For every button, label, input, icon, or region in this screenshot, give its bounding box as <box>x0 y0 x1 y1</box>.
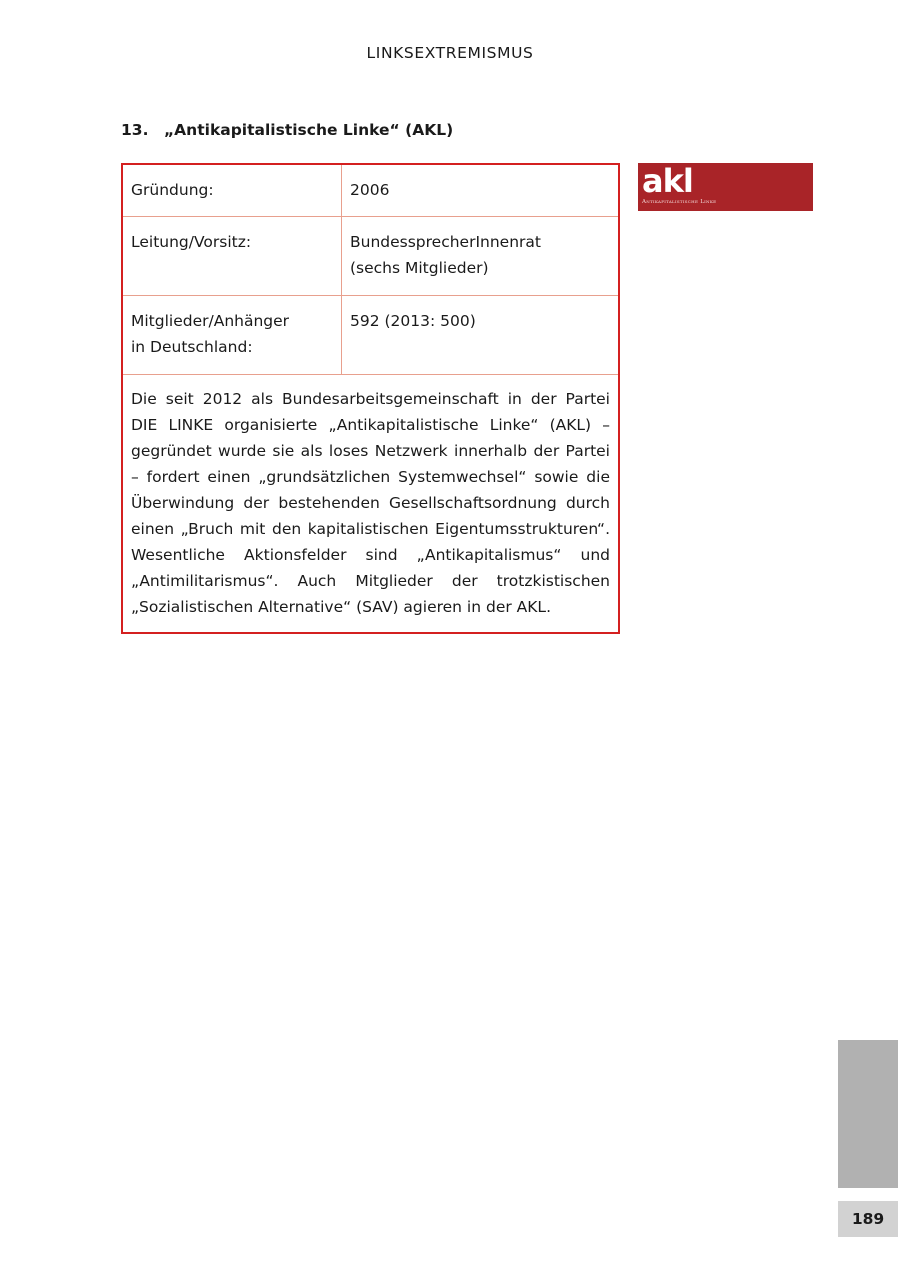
leadership-label <box>123 217 342 295</box>
organization-info-table <box>121 163 620 634</box>
chapter-side-tab <box>838 1040 898 1188</box>
section-title: „Antikapitalistische Linke“ (AKL) <box>164 121 454 139</box>
akl-logo-mark: akl <box>642 163 693 200</box>
leadership-value <box>342 217 618 295</box>
table-row-leadership <box>123 217 618 296</box>
members-label-line-2: in Deutschland: <box>131 338 253 356</box>
table-row-members <box>123 296 618 375</box>
section-number: 13. <box>121 121 149 139</box>
akl-logo-subtitle: Antikapitalistische Linke <box>642 199 717 205</box>
akl-logo <box>638 163 813 211</box>
running-header: LINKSEXTREMISMUS <box>366 44 534 62</box>
table-row-founding <box>123 165 618 217</box>
founding-value: 2006 <box>350 181 390 199</box>
members-label <box>123 296 342 374</box>
leadership-label-line: Leitung/Vorsitz: <box>131 233 252 251</box>
members-label-line-1: Mitglieder/Anhänger <box>131 312 290 330</box>
section-heading <box>121 121 453 139</box>
page-number-box <box>838 1201 898 1237</box>
page-number: 189 <box>851 1210 885 1228</box>
organization-description: Die seit 2012 als Bundesarbeitsgemeinschaft in der Partei DIE LINKE organisierte „Antikapitalistische Linke“ (AKL) – gegründet wurde sie als loses Netzwerk innerhalb der Partei – fordert einen „grundsätzlichen Systemwechsel“ sowie die Überwindung der bestehenden Gesellschaftsordnung durch einen „Bruch mit den kapitalistischen Eigentumsstrukturen“. Wesentliche Aktionsfelder sind „Antikapitalismus“ und „Antimilitarismus“. Auch Mitglieder der trotzkistischen „Sozialistischen Alternative“ (SAV) agieren in der AKL. <box>131 390 610 616</box>
founding-label: Gründung: <box>123 165 342 216</box>
leadership-value-line-2: (sechs Mitglieder) <box>350 259 489 277</box>
leadership-value-line-1: BundessprecherInnenrat <box>350 233 541 251</box>
members-value: 592 (2013: 500) <box>350 312 476 330</box>
